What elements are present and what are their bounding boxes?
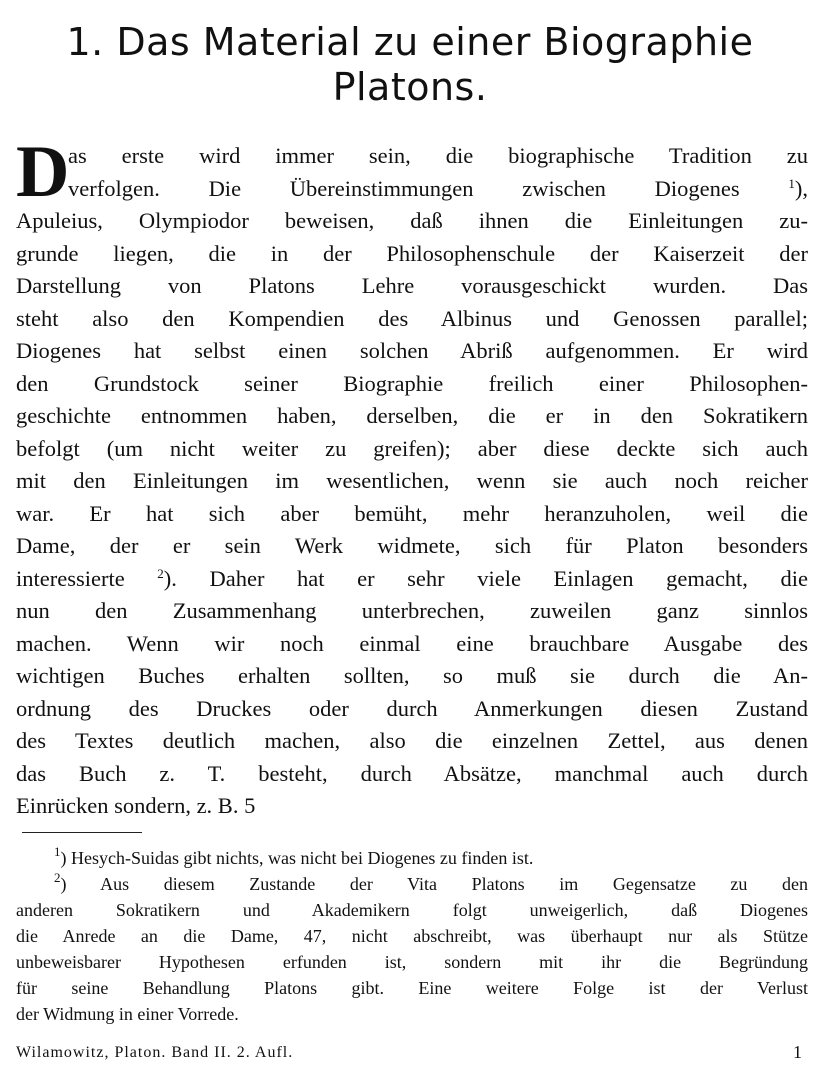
footnote-1 [16,845,808,871]
text-line: befolgt (um nicht weiter zu greifen); aber diese deckte sich auch [16,435,808,461]
text-line: nun den Zusammenhang unterbrechen, zuweilen ganz sinnlos [16,598,808,623]
text-span: verfolgen. Die Übereinstimmungen zwischen Diogenes [68,175,740,201]
text-line: mit den Einleitungen im wesentlichen, wenn sie auch noch reicher [16,468,808,493]
footnote-1-text: ) Hesych-Suidas gibt nichts, was nicht bei Diogenes zu finden ist. [60,848,534,868]
drop-cap-initial: D [16,131,70,213]
text-line: geschichte entnommen haben, derselben, die er in den Sokratikern [16,403,808,428]
footnote-divider [22,832,142,833]
text-line: steht also den Kompendien des Albinus und Genossen parallel; [16,305,808,331]
text-line: Einrücken sondern, z. B. 5 [16,793,256,818]
text-span: interessierte [16,565,125,591]
text-line: Diogenes hat selbst einen solchen Abriß aufgenommen. Er wird [16,338,808,363]
text-line: machen. Wenn wir noch einmal eine brauchbare Ausgabe des [16,630,808,656]
text-line: war. Er hat sich aber bemüht, mehr heranzuholen, weil die [16,500,808,526]
text-line: Apuleius, Olympiodor beweisen, daß ihnen die Einleitungen zu- [16,208,808,233]
footnote-mark-2: 2 [54,870,61,885]
paragraph-opening [68,140,808,205]
print-signature: Wilamowitz, Platon. Band II. 2. Aufl. [16,1044,294,1061]
chapter-title-line-1: 1. Das Material zu einer Biographie [66,20,754,64]
footnote-line: anderen Sokratikern und Akademikern folgt unweigerlich, daß Diogenes [16,900,808,920]
text-span: ). Daher hat er sehr viele Einlagen gemacht, die [163,565,809,591]
footnote-2 [16,871,808,897]
page-number: 1 [793,1042,802,1062]
text-line: den Grundstock seiner Biographie freilich einer Philosophen- [16,370,808,396]
footnote-line: die Anrede an die Dame, 47, nicht abschreibt, was überhaupt nur als Stütze [16,926,808,946]
text-line [16,563,808,596]
text-line: ordnung des Druckes oder durch Anmerkungen diesen Zustand [16,695,808,721]
text-line: Darstellung von Platons Lehre vorausgeschickt wurden. Das [16,273,808,298]
footnote-ref-1[interactable]: 1 [788,175,795,191]
footnote-mark-1: 1 [54,844,61,859]
paragraph-body [16,205,808,823]
text-line: as erste wird immer sein, die biographische Tradition zu [68,143,808,168]
text-line [68,173,808,206]
footnote-line: unbeweisbarer Hypothesen erfunden ist, sondern mit ihr die Begründung [16,952,808,972]
footnotes [16,845,808,1027]
text-line: Dame, der er sein Werk widmete, sich für Platon besonders [16,533,808,558]
text-line: das Buch z. T. besteht, durch Absätze, manchmal auch durch [16,760,808,786]
footnote-line: der Widmung in einer Vorrede. [16,1004,239,1024]
text-line: wichtigen Buches erhalten sollten, so muß sie durch die An- [16,663,808,688]
chapter-title-line-2: Platons. [332,65,488,109]
footnote-2-text: ) Aus diesem Zustande der Vita Platons im Gegensatze zu den [60,874,808,894]
text-span: ), [794,175,809,201]
text-line: grunde liegen, die in der Philosophenschule der Kaiserzeit der [16,240,808,266]
text-line: des Textes deutlich machen, also die einzelnen Zettel, aus denen [16,728,808,753]
footnote-line: für seine Behandlung Platons gibt. Eine weitere Folge ist der Verlust [16,978,808,998]
footnote-ref-2[interactable]: 2 [157,565,164,581]
